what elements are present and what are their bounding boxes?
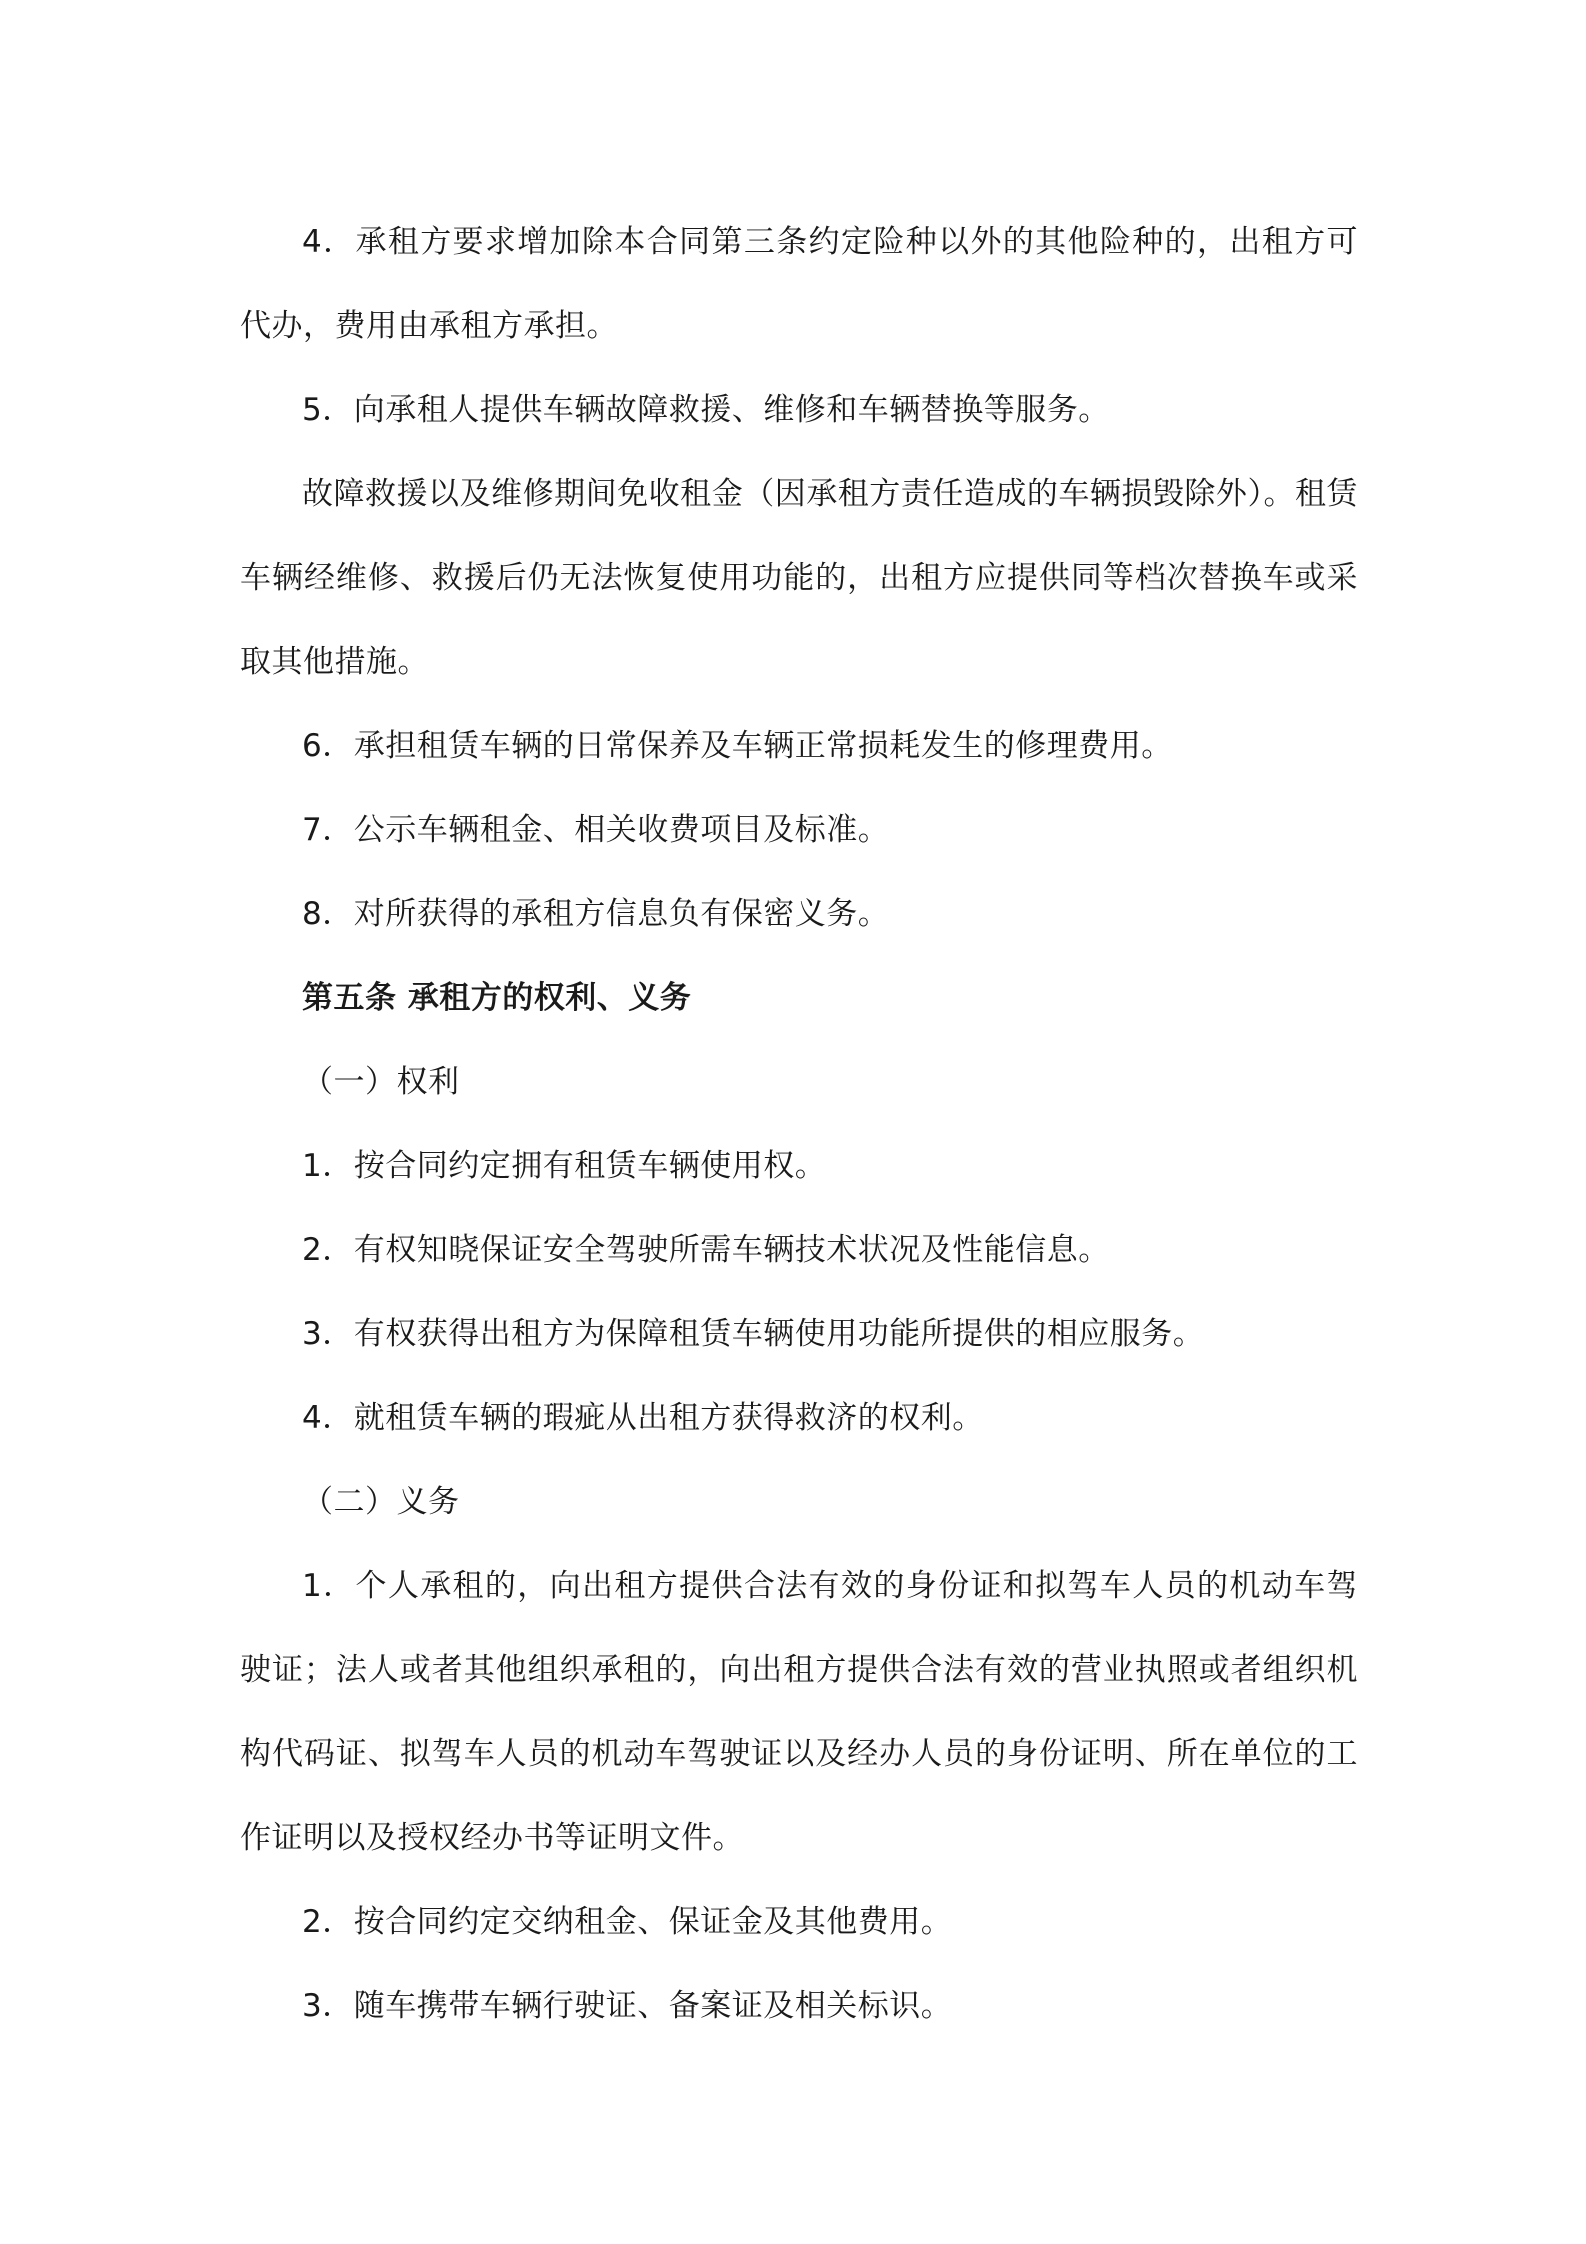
document-body (240, 200, 1358, 2048)
paragraph-rights-4: 4．就租赁车辆的瑕疵从出租方获得救济的权利。 (302, 1400, 984, 1436)
paragraph-clause-4-4: 4．承租方要求增加除本合同第三条约定险种以外的其他险种的，出租方可代办，费用由承租方承担。 (240, 224, 1358, 344)
paragraph-clause-4-5: 5．向承租人提供车辆故障救援、维修和车辆替换等服务。 (302, 392, 1110, 428)
paragraph-obligations-1: 1．个人承租的，向出租方提供合法有效的身份证和拟驾车人员的机动车驾驶证；法人或者其他组织承租的，向出租方提供合法有效的营业执照或者组织机构代码证、拟驾车人员的机动车驾驶证以及经办人员的身份证明、所在单位的工作证明以及授权经办书等证明文件。 (240, 1568, 1358, 1856)
paragraph-rights-3: 3．有权获得出租方为保障租赁车辆使用功能所提供的相应服务。 (302, 1316, 1205, 1352)
paragraph-rights-1: 1．按合同约定拥有租赁车辆使用权。 (302, 1148, 827, 1184)
paragraph-rights-2: 2．有权知晓保证安全驾驶所需车辆技术状况及性能信息。 (302, 1232, 1110, 1268)
paragraph-clause-4-8: 8．对所获得的承租方信息负有保密义务。 (302, 896, 890, 932)
paragraph-obligations-2: 2．按合同约定交纳租金、保证金及其他费用。 (302, 1904, 953, 1940)
paragraph-clause-4-7: 7．公示车辆租金、相关收费项目及标准。 (302, 812, 890, 848)
paragraph-clause-4-6: 6．承担租赁车辆的日常保养及车辆正常损耗发生的修理费用。 (302, 728, 1173, 764)
subheading-rights: （一）权利 (302, 1064, 460, 1100)
paragraph-repair-note: 故障救援以及维修期间免收租金（因承租方责任造成的车辆损毁除外）。租赁车辆经维修、救援后仍无法恢复使用功能的，出租方应提供同等档次替换车或采取其他措施。 (240, 476, 1358, 680)
paragraph-obligations-3: 3．随车携带车辆行驶证、备案证及相关标识。 (302, 1988, 953, 2024)
section-heading-article-5: 第五条 承租方的权利、义务 (302, 980, 692, 1016)
subheading-obligations: （二）义务 (302, 1484, 460, 1520)
